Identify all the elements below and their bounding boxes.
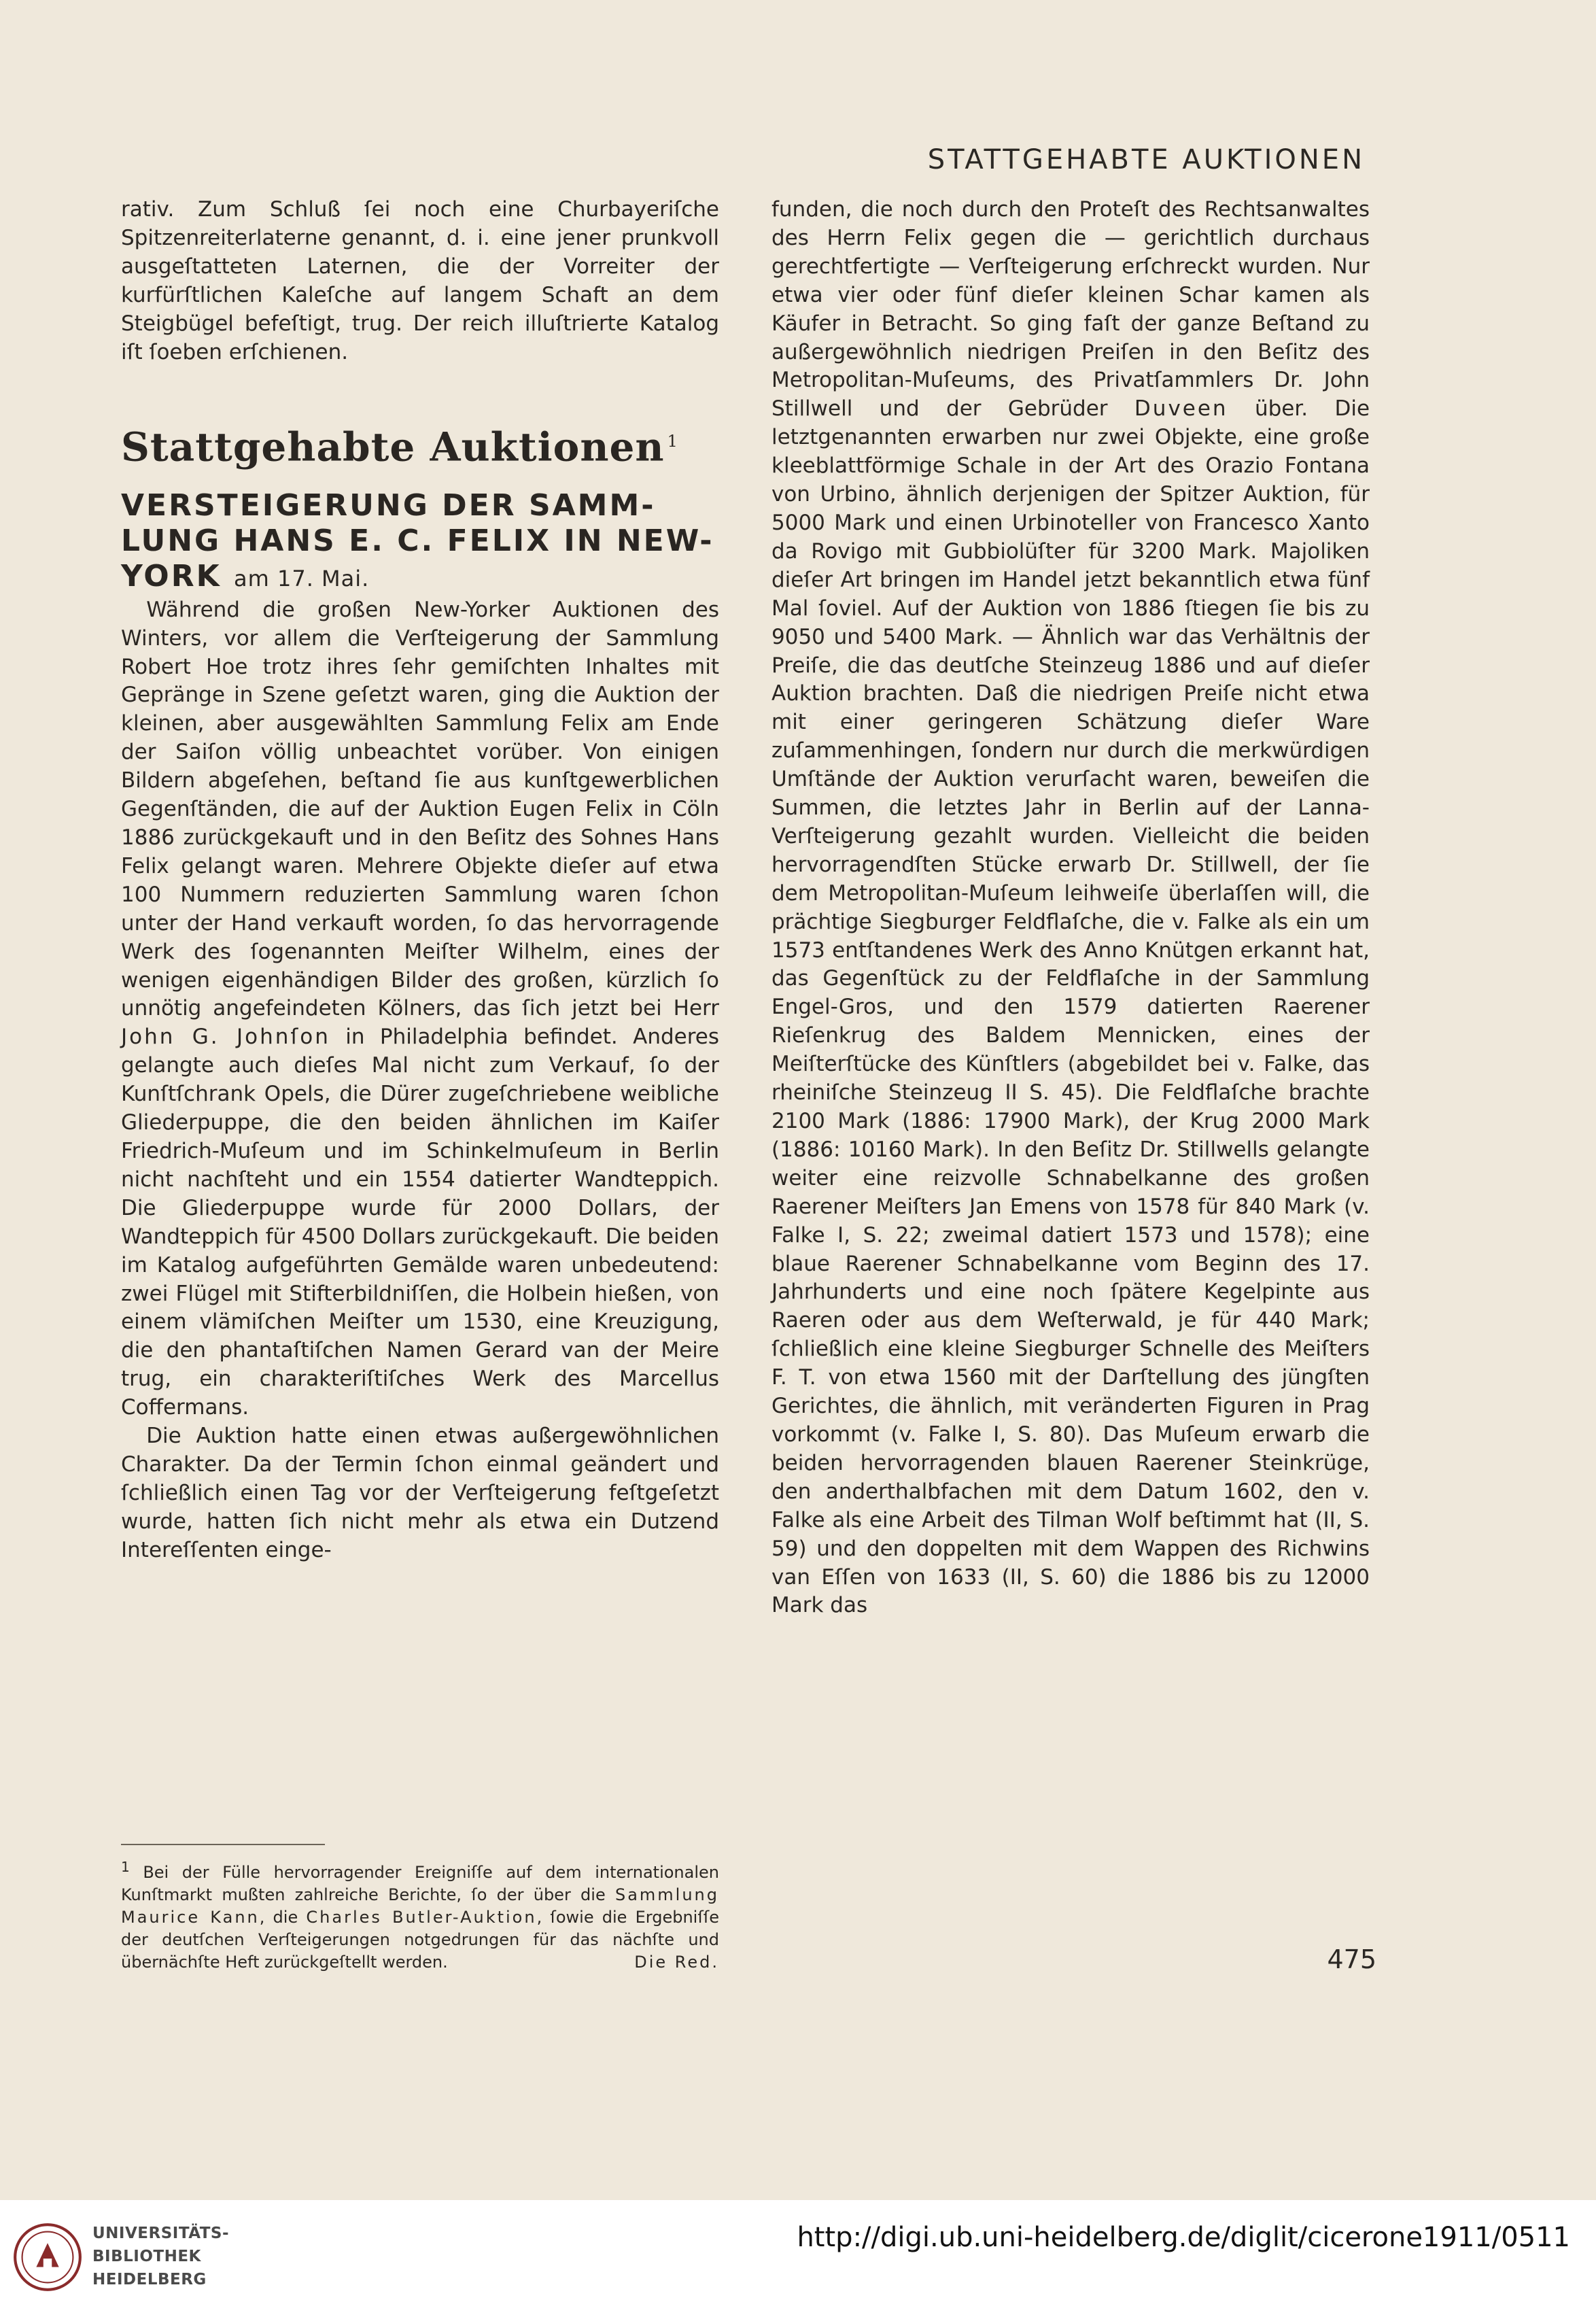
paragraph [771, 196, 1370, 1620]
auction-subheading [121, 488, 719, 596]
right-column [771, 196, 1370, 1620]
footnote-spaced: Sammlung Maurice Kann [121, 1885, 719, 1927]
subhead-line-3: YORK [121, 558, 222, 594]
footnote-rule [121, 1844, 325, 1845]
page-number: 475 [1327, 1944, 1376, 1974]
library-logo-text [92, 2222, 269, 2291]
intro-paragraph: rativ. Zum Schluß ſei noch eine Churbayeriſche Spitzenreiterlaterne genannt, d. i. eine jener prunkvoll ausgeſtatteten Laternen, die der Vorreiter der kurfürſtlichen Kaleſche auf langem Schaft an dem Steigbügel befeſtigt, trug. Der reich illuſtrierte Katalog iſt ſoeben erſchienen. [121, 197, 719, 364]
running-head: STATTGEHABTE AUKTIONEN [927, 144, 1365, 175]
logo-line: HEIDELBERG [92, 2271, 207, 2288]
logo-line: BIBLIOTHEK [92, 2248, 201, 2265]
paragraph-text: Während die großen New-Yorker Auktionen des Winters, vor allem die Verſteigerung der Sammlung Robert Hoe trotz ihres ſehr gemiſchten Inhaltes mit Gepränge in Szene geſetzt waren, ging die Auktion der kleinen, aber ausgewählten Sammlung Felix am Ende der Saiſon völlig unbeachtet vorüber. Von einigen Bildern abgeſehen, beſtand ſie aus kunſtgewerblichen Gegenſtänden, die auf der Auktion Eugen Felix in Cöln 1886 zurückgekauft und in den Beſitz des Sohnes Hans Felix gelangt waren. Mehrere Objekte dieſer auf etwa 100 Nummern reduzierten Sammlung waren ſchon unter der Hand verkauft worden, ſo das hervorragende Werk des ſogenannten Meiſter Wilhelm, eines der wenigen eigenhändigen Bilder des großen, kürzlich ſo unnötig angefeindeten Kölners, das ſich jetzt bei Herr [121, 597, 719, 1021]
footnote-text: Bei der Fülle hervorragender Ereigniſſe auf dem internationalen Kunſtmarkt mußten zahlreiche Berichte, ſo der über die [121, 1863, 719, 1904]
footnote-marker: 1 [667, 432, 678, 451]
section-title [121, 419, 719, 468]
footnote-spaced: Charles Butler-Auktion [306, 1908, 537, 1927]
subhead-date: am 17. Mai. [234, 565, 370, 591]
subhead-line-2: LUNG HANS E. C. FELIX IN NEW- [121, 523, 714, 558]
paragraph: Die Auktion hatte einen etwas außergewöhnlichen Charakter. Da der Termin ſchon einmal geändert und ſchließlich einen Tag vor der Verſteigerung feſtgeſetzt wurde, hatten ſich nicht mehr als etwa ein Dutzend Intereſſenten einge- [121, 1424, 719, 1562]
paragraph-text: funden, die noch durch den Proteſt des Rechtsanwaltes des Herrn Felix gegen die — gerichtlich durchaus gerechtfertigte — Verſteigerung erſchreckt wurden. Nur etwa vier oder fünf dieſer kleinen Schar kamen als Käufer in Betracht. So ging faſt der ganze Beſtand zu außergewöhnlich niedrigen Preiſen in den Beſitz des Metropolitan-Muſeums, des Privatſammlers Dr. John Stillwell und der Gebrüder [771, 197, 1370, 422]
paragraph-text: in Philadelphia befindet. Anderes gelangte auch dieſes Mal nicht zum Verkauf, ſo der Kunſtſchrank Opels, die Dürer zugeſchriebene weibliche Gliederpuppe, die den beiden ähnlichen im Kaiſer Friedrich-Muſeum und im Schinkelmuſeum in Berlin nicht nachſteht und ein 1554 datierter Wandteppich. Die Gliederpuppe wurde für 2000 Dollars, der Wandteppich für 4500 Dollars zurückgekauft. Die beiden im Katalog aufgeführten Gemälde waren unbedeutend: zwei Flügel mit Stifterbildniſſen, die Holbein hießen, von einem vlämiſchen Meiſter um 1530, eine Kreuzigung, die den phantaſtiſchen Namen Gerard van der Meire trug, ein charakteriſtiſches Werk des Marcellus Coffermans. [121, 1025, 719, 1420]
footnote-number: 1 [121, 1859, 130, 1875]
section-title-text: Stattgehabte Auktionen [121, 424, 665, 470]
spaced-name: John G. Johnſon [121, 1025, 330, 1050]
source-url-link[interactable]: http://digi.ub.uni-heidelberg.de/diglit/cicerone1911/0511 [797, 2222, 1570, 2253]
footnote-signature: Die Red. [634, 1953, 719, 1972]
footnote [121, 1856, 719, 1974]
spaced-name: Duveen [1134, 396, 1228, 422]
footnote-text: , die [259, 1908, 298, 1927]
left-column [121, 196, 719, 1565]
logo-line: UNIVERSITÄTS- [92, 2225, 230, 2242]
paragraph-text: über. Die letztgenannten erwarben nur zwei Objekte, eine große kleeblattförmige Schale in der Art des Orazio Fontana von Urbino, ähnlich derjenigen der Spitzer Auktion, für 5000 Mark und einen Urbinoteller von Francesco Xanto da Rovigo mit Gubbiolüſter für 3200 Mark. Majoliken dieſer Art bringen im Handel jetzt bekanntlich etwa fünf Mal ſoviel. Auf der Auktion von 1886 ſtiegen ſie bis zu 9050 und 5400 Mark. — Ähnlich war das Verhältnis der Preiſe, die das deutſche Steinzeug 1886 und auf dieſer Auktion brachten. Daß die niedrigen Preiſe nicht etwa mit einer geringeren Schätzung dieſer Ware zuſammenhingen, ſondern nur durch die merkwürdigen Umſtände der Auktion verurſacht waren, beweiſen die Summen, die letztes Jahr in Berlin auf der Lanna-Verſteigerung gezahlt wurden. Vielleicht die beiden hervorragendſten Stücke erwarb Dr. Stillwell, der ſie dem Metropolitan-Muſeum leihweiſe überlaſſen will, die prächtige Siegburger Feldflaſche, die v. Falke als ein um 1573 entſtandenes Werk des Anno Knütgen erkannt hat, das Gegenſtück zu der Feldflaſche in der Sammlung Engel-Gros, und den 1579 datierten Raerener Rieſenkrug des Baldem Mennicken, eines der Meiſterſtücke des Künſtlers (abgebildet bei v. Falke, das rheiniſche Steinzeug II S. 45). Die Feldflaſche brachte 2100 Mark (1886: 17900 Mark), der Krug 2000 Mark (1886: 10160 Mark). In den Beſitz Dr. Stillwells gelangte weiter eine reizvolle Schnabelkanne des großen Raerener Meiſters Jan Emens von 1578 für 840 Mark (v. Falke I, S. 22; zweimal datiert 1573 und 1578); eine blaue Raerener Schnabelkanne vom Beginn des 17. Jahrhunderts und eine noch ſpätere Kegelpinte aus Raeren oder aus dem Weſterwald, je für 440 Mark; ſchließlich eine kleine Siegburger Schnelle des Meiſters F. T. von etwa 1560 mit der Darſtellung des jüngſten Gerichtes, die ähnlich, mit veränderten Figuren in Prag vorkommt (v. Falke I, S. 80). Das Muſeum erwarb die beiden hervorragenden blauen Raerener Steinkrüge, den anderthalbfachen mit dem Datum 1602, den v. Falke als eine Arbeit des Tilman Wolf beſtimmt hat (II, S. 59) und den doppelten mit dem Wappen des Richwins van Eſſen von 1633 (II, S. 60) die 1886 bis zu 12000 Mark das [771, 396, 1370, 1618]
subhead-line-1: VERSTEIGERUNG DER SAMM- [121, 487, 656, 523]
footnote-text: , ſowie die Ergebniſſe der deutſchen Verſteigerungen notgedrungen für das nächſte und übernächſte Heft zurückgeſtellt werden. [121, 1908, 719, 1972]
university-seal-icon [12, 2222, 83, 2293]
paragraph [121, 596, 719, 1422]
